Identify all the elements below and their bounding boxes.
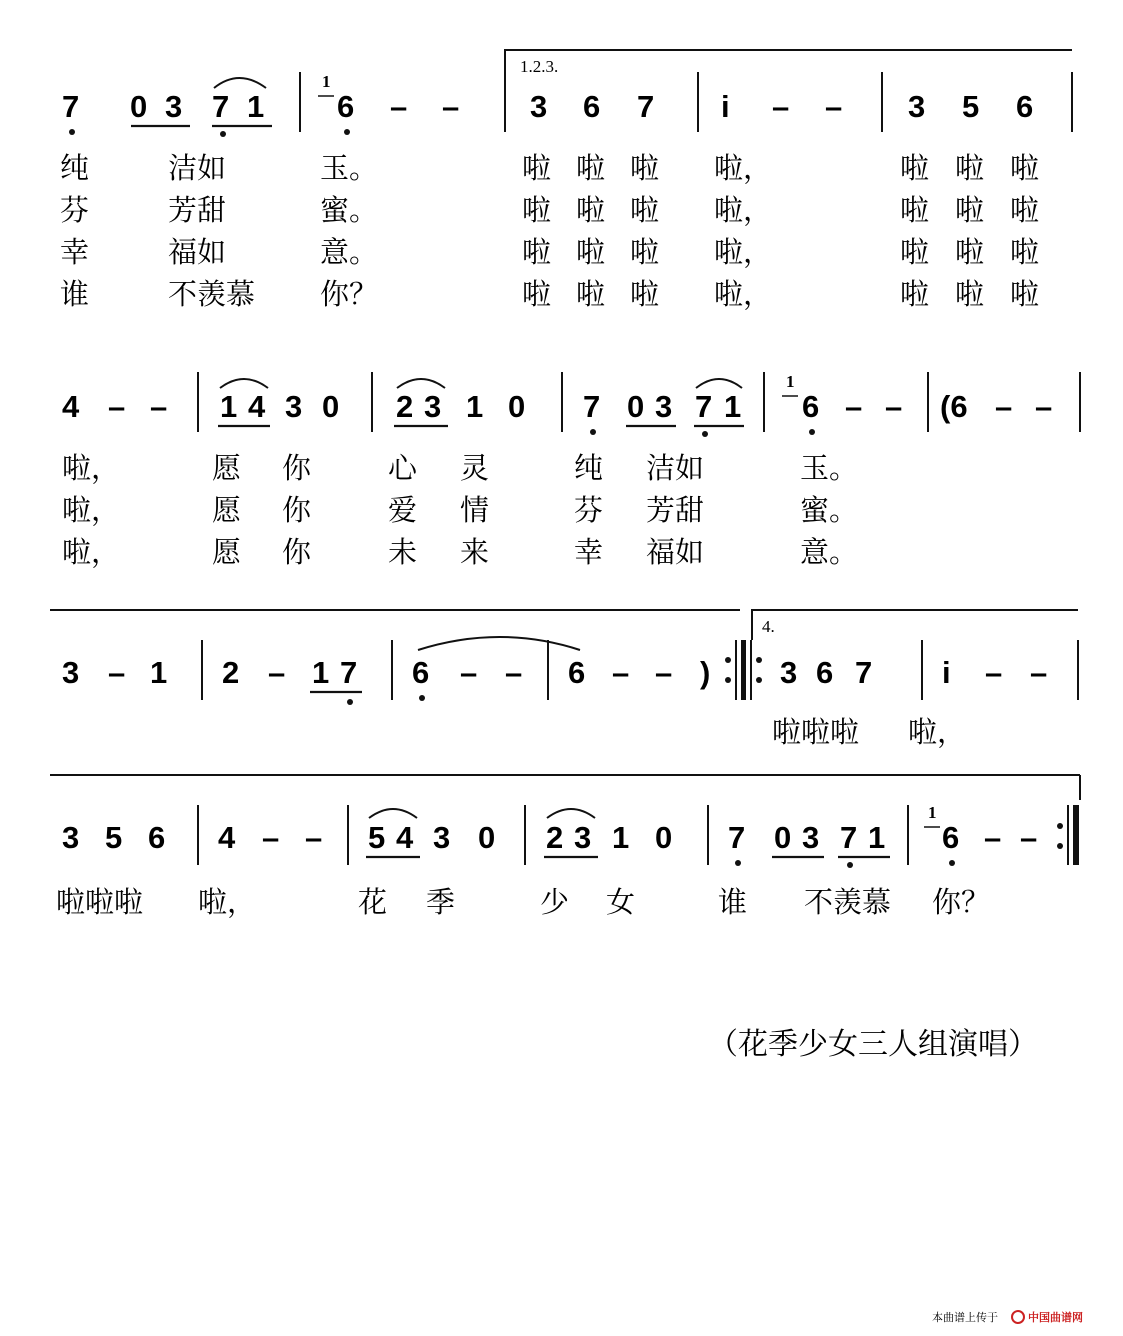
slur (397, 379, 445, 388)
note: 1 (868, 820, 886, 855)
note: 7 (728, 820, 746, 855)
low-octave-dot (344, 129, 350, 135)
note: 3 (530, 89, 548, 124)
note: 7 (637, 89, 655, 124)
dash: – (442, 89, 460, 124)
low-octave-dot (949, 860, 955, 866)
low-octave-dot (419, 695, 425, 701)
note: ) (700, 655, 711, 690)
note: 6 (148, 820, 166, 855)
dash: – (1030, 655, 1048, 690)
note: 7 (695, 389, 713, 424)
note: 3 (802, 820, 820, 855)
note: 0 (478, 820, 496, 855)
lyric: 你？ (932, 885, 991, 919)
lyric: 啦 (1010, 151, 1040, 185)
note: 3 (908, 89, 926, 124)
note: 1 (724, 389, 742, 424)
note: 0 (774, 820, 792, 855)
note: 7 (212, 89, 230, 124)
dash: – (108, 389, 126, 424)
slur (547, 809, 595, 818)
lyric: 灵 (460, 451, 490, 485)
lyric: 未 (388, 535, 418, 569)
note: 1 (612, 820, 630, 855)
lyric: 啦， (714, 235, 773, 269)
tie (418, 637, 580, 650)
slur (369, 809, 417, 818)
lyric: 你 (282, 493, 312, 527)
lyric: 啦 (630, 193, 660, 227)
lyric: 情 (460, 493, 490, 527)
lyric: 不羡慕 (804, 885, 892, 919)
lyric: 啦 (1010, 193, 1040, 227)
note: 7 (62, 89, 80, 124)
dash: – (505, 655, 523, 690)
note: 5 (105, 820, 123, 855)
lyric: 玉。 (320, 151, 379, 185)
lyric: 啦啦啦 (56, 885, 144, 919)
lyric: 玉。 (800, 451, 859, 485)
repeat-dot (756, 677, 762, 683)
lyric: 来 (460, 535, 490, 569)
low-octave-dot (590, 429, 596, 435)
staff-line-1 (60, 50, 1072, 311)
lyric: 啦 (576, 151, 606, 185)
lyric: 女 (606, 885, 636, 919)
lyric: 你 (282, 451, 312, 485)
lyric: 啦 (900, 235, 930, 269)
note: (6 (940, 389, 968, 424)
lyric: 你？ (320, 277, 379, 311)
dash: – (268, 655, 286, 690)
note: 3 (285, 389, 303, 424)
repeat-dot (756, 657, 762, 663)
dash: – (995, 389, 1013, 424)
note: 6 (942, 820, 960, 855)
grace-note: 1 (322, 72, 331, 91)
volta-bracket-2 (752, 610, 1078, 640)
lyric: 啦， (62, 493, 121, 527)
lyric: 啦 (955, 277, 985, 311)
low-octave-dot (69, 129, 75, 135)
dash: – (655, 655, 673, 690)
lyric: 啦 (630, 151, 660, 185)
volta-bracket-1 (505, 50, 1072, 82)
lyric: 啦 (522, 235, 552, 269)
note: 4 (62, 389, 80, 424)
dash: – (108, 655, 126, 690)
note: 3 (62, 820, 80, 855)
dash: – (460, 655, 478, 690)
note: 2 (222, 655, 240, 690)
lyric: 愿 (212, 535, 242, 569)
lyric: 啦， (714, 193, 773, 227)
site-logo-icon (1012, 1311, 1024, 1323)
lyric: 洁如 (646, 451, 705, 485)
slur (696, 379, 742, 388)
lyric: 啦 (522, 193, 552, 227)
lyric: 啦 (576, 277, 606, 311)
lyric: 幸 (574, 535, 604, 569)
note: 6 (802, 389, 820, 424)
footer-upload-text: 本曲谱上传于 (932, 1311, 998, 1324)
note: 5 (368, 820, 386, 855)
note: 6 (568, 655, 586, 690)
lyric: 啦啦啦 (772, 715, 860, 749)
lyric: 啦， (714, 277, 773, 311)
lyric: 你 (282, 535, 312, 569)
dash: – (150, 389, 168, 424)
lyric: 啦 (576, 193, 606, 227)
lyric: 花 (358, 885, 388, 919)
staff-line-2 (62, 372, 1080, 569)
grace-note: 1 (928, 803, 937, 822)
staff-line-4 (50, 775, 1080, 919)
lyric: 意。 (800, 535, 859, 569)
lyric: 不羡慕 (168, 277, 256, 311)
lyric: 啦 (630, 277, 660, 311)
dash: – (772, 89, 790, 124)
lyric: 啦 (955, 193, 985, 227)
low-octave-dot (735, 860, 741, 866)
low-octave-dot (847, 862, 853, 868)
lyric: 啦 (900, 193, 930, 227)
volta-label-1: 1.2.3. (520, 57, 559, 76)
note: 3 (574, 820, 592, 855)
dash: – (885, 389, 903, 424)
note: 1 (150, 655, 168, 690)
note: 4 (396, 820, 414, 855)
footer-brand: 中国曲谱网 (1028, 1311, 1083, 1324)
note: 1 (312, 655, 330, 690)
lyric: 纯 (574, 451, 604, 485)
note: 6 (816, 655, 834, 690)
repeat-dot (725, 657, 731, 663)
dash: – (305, 820, 323, 855)
lyric: 福如 (646, 535, 705, 569)
note: 0 (130, 89, 148, 124)
note: 0 (627, 389, 645, 424)
lyric: 幸 (60, 235, 90, 269)
note: 6 (583, 89, 601, 124)
lyric: 啦 (522, 151, 552, 185)
note: 3 (165, 89, 183, 124)
note: 7 (855, 655, 873, 690)
thick-bar-line (1073, 805, 1079, 865)
low-octave-dot (347, 699, 353, 705)
note: 0 (508, 389, 526, 424)
note: 0 (655, 820, 673, 855)
lyric: 啦 (630, 235, 660, 269)
dash: – (1020, 820, 1038, 855)
note: 4 (218, 820, 236, 855)
note: i (942, 655, 951, 690)
volta-label-2: 4. (762, 617, 775, 636)
note: 3 (780, 655, 798, 690)
note: 2 (546, 820, 564, 855)
dash: – (612, 655, 630, 690)
note: 5 (962, 89, 980, 124)
dash: – (390, 89, 408, 124)
repeat-dot (725, 677, 731, 683)
low-octave-dot (702, 431, 708, 437)
lyric: 意。 (320, 235, 379, 269)
note: 6 (337, 89, 355, 124)
note: 1 (247, 89, 265, 124)
note: 1 (220, 389, 238, 424)
note: 0 (322, 389, 340, 424)
note: 3 (62, 655, 80, 690)
lyric: 啦， (62, 451, 121, 485)
lyric: 啦 (522, 277, 552, 311)
note: 3 (424, 389, 442, 424)
dash: – (985, 655, 1003, 690)
dash: – (984, 820, 1002, 855)
lyric: 洁如 (168, 151, 227, 185)
note: 6 (1016, 89, 1034, 124)
lyric: 啦 (576, 235, 606, 269)
lyric: 芬 (60, 193, 90, 227)
lyric: 爱 (388, 493, 418, 527)
lyric: 谁 (718, 885, 748, 919)
note: 7 (340, 655, 358, 690)
lyric: 啦， (908, 715, 967, 749)
lyric: 少 (540, 885, 570, 919)
repeat-dot (1057, 843, 1063, 849)
note: 1 (466, 389, 484, 424)
dash: – (825, 89, 843, 124)
low-octave-dot (220, 131, 226, 137)
note: 4 (248, 389, 266, 424)
dash: – (262, 820, 280, 855)
low-octave-dot (809, 429, 815, 435)
note: 7 (583, 389, 601, 424)
note: 6 (412, 655, 430, 690)
lyric: 芳甜 (646, 493, 705, 527)
note: 3 (433, 820, 451, 855)
lyric: 谁 (60, 277, 90, 311)
lyric: 啦 (1010, 235, 1040, 269)
lyric: 芬 (574, 493, 604, 527)
note: 7 (840, 820, 858, 855)
lyric: 纯 (60, 151, 90, 185)
lyric: 愿 (212, 451, 242, 485)
dash: – (845, 389, 863, 424)
note: i (721, 89, 730, 124)
lyric: 啦 (900, 151, 930, 185)
dash: – (1035, 389, 1053, 424)
grace-note: 1 (786, 372, 795, 391)
lyric: 愿 (212, 493, 242, 527)
lyric: 啦， (62, 535, 121, 569)
thick-bar-line (741, 640, 746, 700)
slur (220, 379, 268, 388)
lyric: 啦， (198, 885, 257, 919)
lyric: 啦 (900, 277, 930, 311)
note: 3 (655, 389, 673, 424)
lyric: 啦 (1010, 277, 1040, 311)
lyric: 芳甜 (168, 193, 227, 227)
lyric: 啦 (955, 235, 985, 269)
lyric: 心 (388, 451, 418, 485)
lyric: 季 (426, 885, 456, 919)
slur (214, 78, 266, 88)
repeat-dot (1057, 823, 1063, 829)
lyric: 蜜。 (800, 493, 859, 527)
lyric: 啦 (955, 151, 985, 185)
performer-credit: （花季少女三人组演唱） (708, 1027, 1038, 1062)
staff-line-3 (50, 610, 1078, 749)
note: 2 (396, 389, 414, 424)
lyric: 啦， (714, 151, 773, 185)
lyric: 福如 (168, 235, 227, 269)
lyric: 蜜。 (320, 193, 379, 227)
